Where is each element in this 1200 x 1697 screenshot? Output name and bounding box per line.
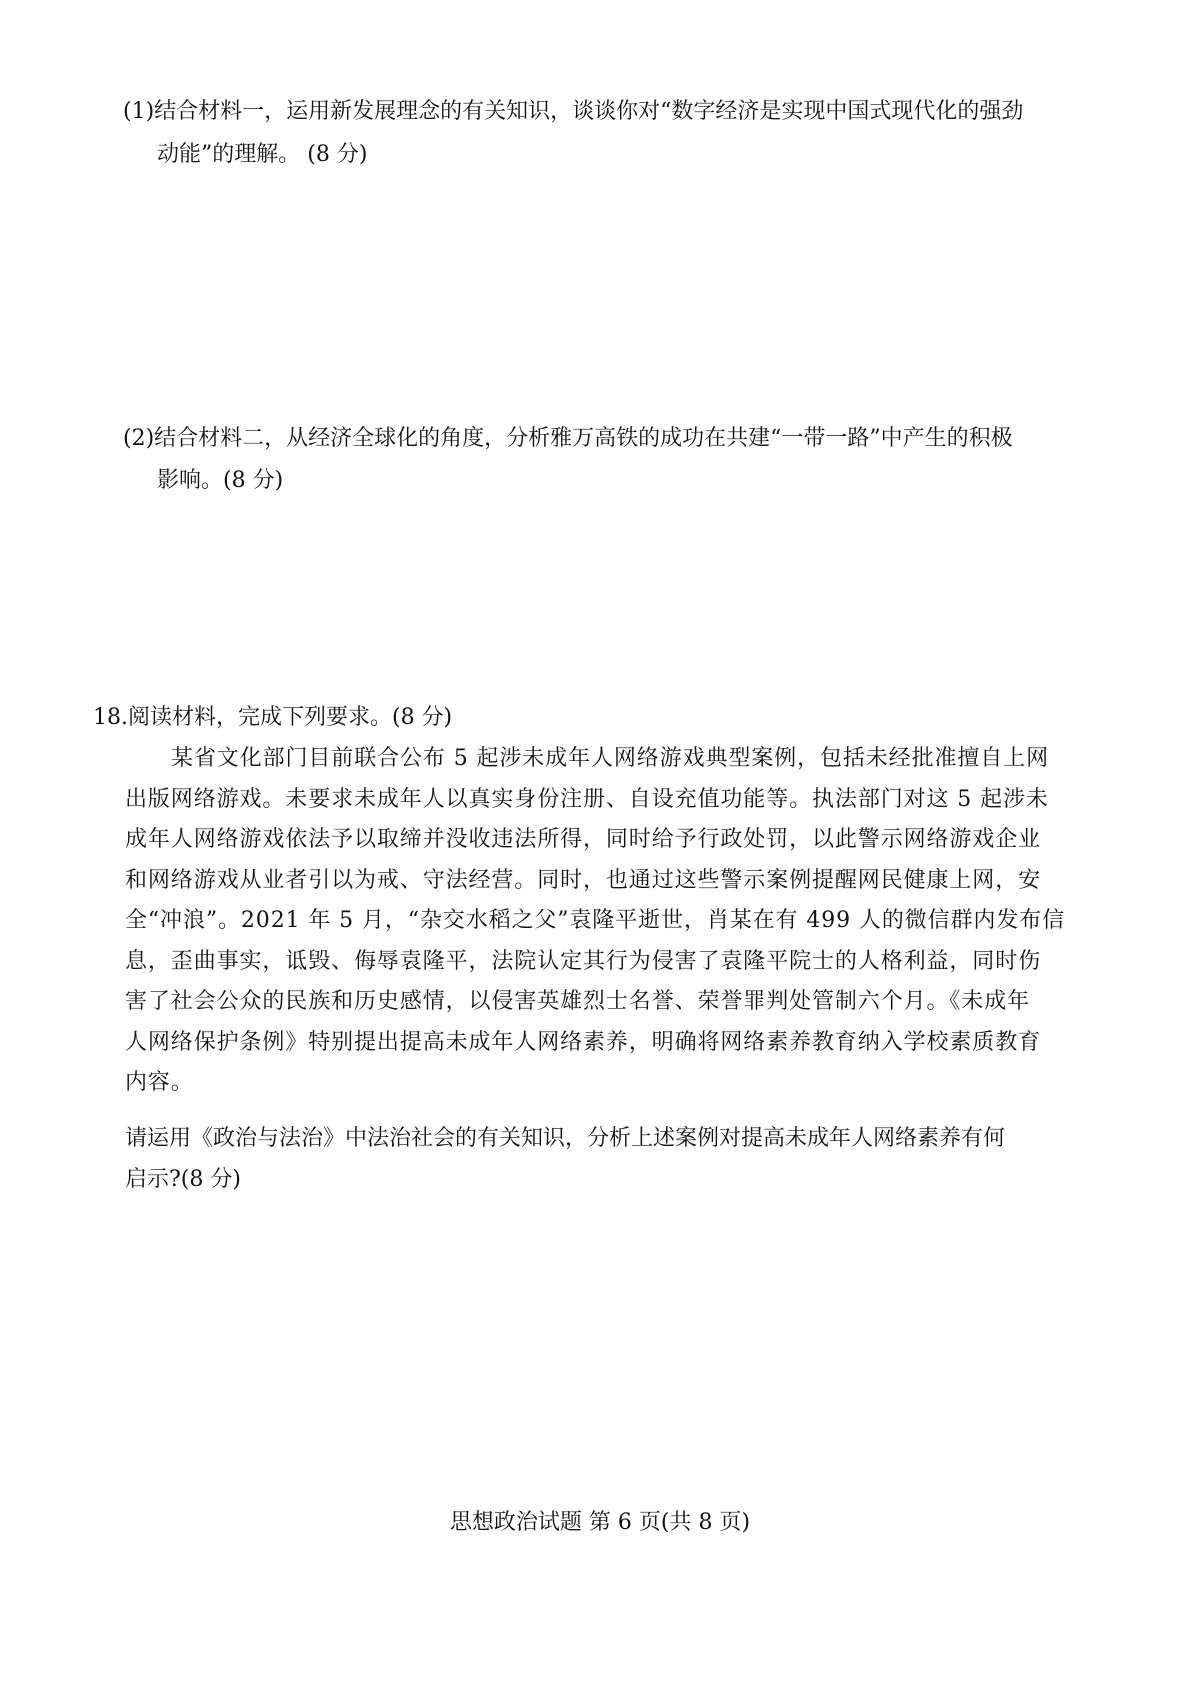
material-line: 全“冲浪”。2021 年 5 月，“杂交水稻之父”袁隆平逝世，肖某在有 499 人的微信群内发布信 (125, 908, 1066, 933)
material-line: 成年人网络游戏依法予以取缔并没收违法所得，同时给予行政处罚，以此警示网络游戏企业 (125, 827, 1042, 852)
material-line: 某省文化部门目前联合公布 5 起涉未成年人网络游戏典型案例，包括未经批准擅自上网 (171, 746, 1049, 771)
q18-material (125, 739, 1101, 1104)
q18-heading: 18.阅读材料，完成下列要求。(8 分) (93, 705, 453, 730)
q17-part2-line1: (2)结合材料二，从经济全球化的角度，分析雅万高铁的成功在共建“一带一路”中产生的积极 (123, 426, 1013, 451)
material-line: 息，歪曲事实，诋毁、侮辱袁隆平，法院认定其行为侵害了袁隆平院士的人格利益，同时伤 (125, 948, 1042, 974)
material-line: 害了社会公众的民族和历史感情，以侵害英雄烈士名誉、荣誉罪判处管制六个月。《未成年 (125, 989, 1031, 1014)
material-line: 内容。 (125, 1070, 194, 1095)
q18-ask-line2: 启示?(8 分) (125, 1167, 241, 1192)
material-line: 和网络游戏从业者引以为戒、守法经营。同时，也通过这些警示案例提醒网民健康上网，安 (125, 867, 1042, 893)
page-footer: 思想政治试题 第 6 页(共 8 页) (449, 1510, 751, 1535)
q18-ask-line1: 请运用《政治与法治》中法治社会的有关知识，分析上述案例对提高未成年人网络素养有何 (125, 1126, 1006, 1151)
q17-part2-line2: 影响。(8 分) (157, 468, 284, 493)
q17-part1-line2: 动能”的理解。 (8 分) (157, 142, 368, 167)
material-line: 出版网络游戏。未要求未成年人以真实身份注册、自设充值功能等。执法部门对这 5 起涉未 (125, 786, 1049, 812)
material-line: 人网络保护条例》特别提出提高未成年人网络素养，明确将网络素养教育纳入学校素质教育 (125, 1029, 1042, 1055)
q17-part1-line1: (1)结合材料一，运用新发展理念的有关知识，谈谈你对“数字经济是实现中国式现代化的强劲 (123, 99, 1024, 124)
